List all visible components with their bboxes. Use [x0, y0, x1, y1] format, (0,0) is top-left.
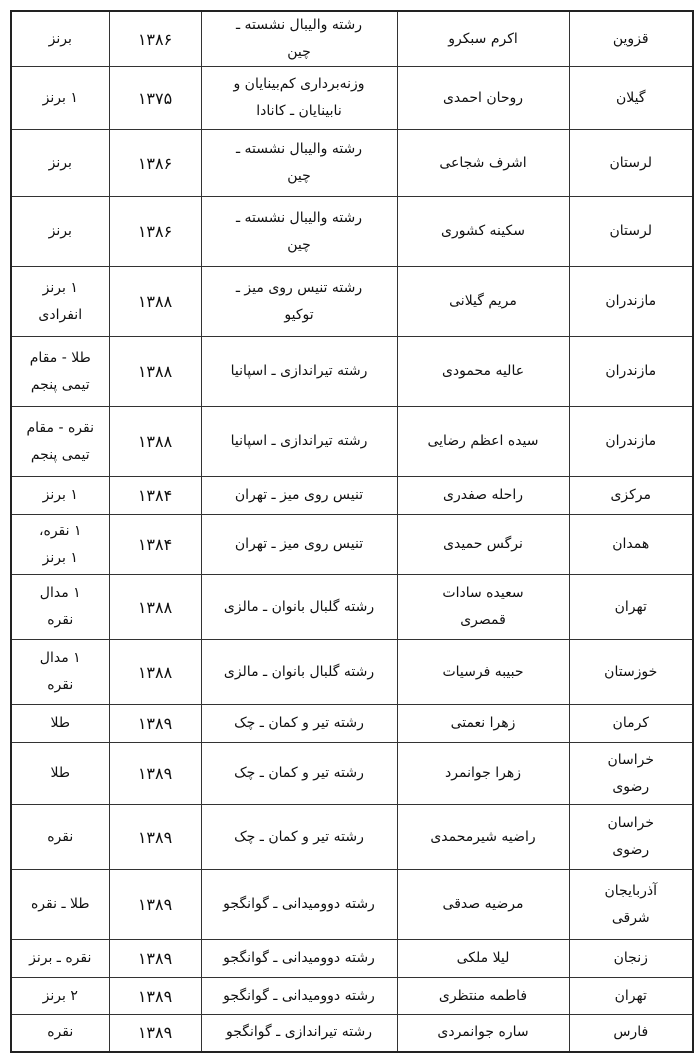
name-text: سکینه کشوری	[441, 223, 525, 239]
medal-text: برنز	[48, 223, 72, 239]
field-text: رشته تیر و کمان ـ چک	[234, 828, 364, 845]
name-text: سعیده سادات	[442, 585, 524, 601]
medal-text: ۱ برنز	[42, 279, 78, 296]
province-text: خراسان	[607, 815, 655, 831]
table-row	[11, 11, 693, 67]
year-text: ۱۳۸۹	[137, 949, 173, 968]
table-row	[11, 130, 693, 197]
year-text: ۱۳۸۸	[137, 362, 173, 381]
name-text: سیده اعظم رضایی	[427, 433, 539, 449]
name-cell	[397, 11, 569, 67]
medal-text: تیمی پنجم	[30, 446, 90, 463]
medal-cell	[11, 197, 109, 267]
medal-text: تیمی پنجم	[30, 376, 90, 393]
year-cell	[109, 640, 201, 705]
province-text: مرکزی	[610, 487, 652, 503]
table-row	[11, 805, 693, 870]
province-text: مازندران	[605, 433, 657, 449]
province-cell	[569, 267, 693, 337]
medal-cell	[11, 1015, 109, 1052]
medal-text: ۱ مدال	[39, 585, 81, 601]
field-text: چین	[287, 168, 311, 184]
name-cell	[397, 940, 569, 978]
name-cell	[397, 640, 569, 705]
year-cell	[109, 11, 201, 67]
year-text: ۱۳۸۸	[137, 662, 173, 682]
field-text: رشته والیبال نشسته ـ	[235, 17, 363, 33]
table-row	[11, 870, 693, 940]
year-text: ۱۳۸۹	[137, 764, 173, 783]
medal-cell	[11, 978, 109, 1015]
name-text: قمصری	[460, 612, 506, 628]
name-text: اکرم سبکرو	[448, 30, 518, 47]
year-text: ۱۳۸۸	[137, 597, 173, 617]
name-cell	[397, 477, 569, 515]
table-row	[11, 337, 693, 407]
year-cell	[109, 870, 201, 940]
field-cell	[201, 67, 397, 130]
field-cell	[201, 705, 397, 743]
table-row	[11, 197, 693, 267]
medal-text: ۱ برنز	[42, 487, 78, 503]
province-text: قزوین	[612, 30, 649, 47]
medal-cell	[11, 743, 109, 805]
field-cell	[201, 267, 397, 337]
name-text: حبیبه فرسیات	[442, 663, 524, 680]
year-text: ۱۳۸۹	[137, 827, 173, 847]
field-text: چین	[287, 236, 311, 253]
year-text: ۱۳۸۹	[137, 986, 173, 1006]
field-cell	[201, 477, 397, 515]
name-text: راحله صفدری	[443, 487, 523, 503]
medal-text: برنز	[48, 154, 72, 171]
name-text: عالیه محمودی	[441, 363, 525, 379]
name-cell	[397, 575, 569, 640]
year-cell	[109, 1015, 201, 1052]
table-row	[11, 67, 693, 130]
year-cell	[109, 705, 201, 743]
field-cell	[201, 337, 397, 407]
province-text: گیلان	[615, 89, 646, 106]
name-text: مریم گیلانی	[449, 293, 517, 309]
year-cell	[109, 197, 201, 267]
province-cell	[569, 575, 693, 640]
table-body	[11, 11, 693, 1052]
field-cell	[201, 870, 397, 940]
table-row	[11, 267, 693, 337]
province-text: آذربایجان	[604, 882, 658, 899]
province-cell	[569, 940, 693, 978]
table-row	[11, 705, 693, 743]
province-text: کرمان	[612, 715, 649, 731]
name-cell	[397, 978, 569, 1015]
province-text: مازندران	[605, 293, 657, 309]
table-row	[11, 575, 693, 640]
province-text: خراسان	[607, 751, 655, 768]
year-text: ۱۳۸۹	[137, 1023, 173, 1043]
medal-text: ۲ برنز	[42, 987, 78, 1004]
medal-cell	[11, 575, 109, 640]
year-text: ۱۳۸۶	[137, 153, 173, 173]
field-text: رشته تیر و کمان ـ چک	[234, 715, 364, 731]
table-row	[11, 743, 693, 805]
field-cell	[201, 515, 397, 575]
medal-text: طلا	[50, 715, 70, 731]
year-text: ۱۳۸۹	[137, 714, 173, 733]
year-text: ۱۳۸۴	[137, 486, 173, 505]
table-row	[11, 640, 693, 705]
medal-text: نقره	[47, 1024, 74, 1041]
province-cell	[569, 515, 693, 575]
year-text: ۱۳۸۶	[137, 222, 173, 241]
table-row	[11, 978, 693, 1015]
province-cell	[569, 1015, 693, 1052]
medal-text: نقره	[47, 677, 74, 693]
field-text: رشته تیر و کمان ـ چک	[234, 765, 364, 781]
medal-cell	[11, 67, 109, 130]
field-cell	[201, 130, 397, 197]
medal-cell	[11, 407, 109, 477]
name-text: زهرا جوانمرد	[445, 765, 521, 781]
medal-text: ۱ برنز	[42, 89, 78, 106]
province-text: شرقی	[611, 909, 650, 926]
province-text: فارس	[613, 1024, 649, 1041]
field-text: چین	[287, 44, 311, 60]
field-text: رشته دوومیدانی ـ گوانگجو	[223, 950, 375, 966]
medal-text: نقره - مقام	[26, 419, 94, 436]
field-text: توکیو	[284, 306, 314, 323]
province-cell	[569, 11, 693, 67]
province-cell	[569, 870, 693, 940]
year-cell	[109, 267, 201, 337]
name-cell	[397, 130, 569, 197]
medal-text: برنز	[48, 30, 72, 47]
name-text: لیلا ملکی	[456, 950, 510, 966]
table-row	[11, 940, 693, 978]
field-text: رشته دوومیدانی ـ گوانگجو	[223, 987, 375, 1004]
field-text: تنیس روی میز ـ تهران	[234, 536, 364, 552]
medal-text: انفرادی	[38, 306, 83, 323]
province-text: تهران	[614, 987, 647, 1004]
field-cell	[201, 743, 397, 805]
field-text: رشته گلبال بانوان ـ مالزی	[223, 663, 375, 680]
name-text: نرگس حمیدی	[443, 536, 523, 552]
name-cell	[397, 197, 569, 267]
field-text: وزنه‌برداری کم‌بینایان و	[233, 76, 365, 92]
name-cell	[397, 1015, 569, 1052]
medal-cell	[11, 267, 109, 337]
province-cell	[569, 805, 693, 870]
year-cell	[109, 130, 201, 197]
field-text: رشته والیبال نشسته ـ	[235, 209, 363, 226]
field-cell	[201, 1015, 397, 1052]
name-cell	[397, 407, 569, 477]
name-cell	[397, 515, 569, 575]
year-text: ۱۳۸۶	[137, 29, 173, 49]
province-cell	[569, 978, 693, 1015]
medal-cell	[11, 477, 109, 515]
field-cell	[201, 575, 397, 640]
province-cell	[569, 67, 693, 130]
province-text: لرستان	[609, 223, 652, 239]
province-text: مازندران	[605, 363, 657, 379]
field-cell	[201, 197, 397, 267]
field-text: نابینایان ـ کانادا	[256, 103, 342, 119]
name-cell	[397, 870, 569, 940]
medal-cell	[11, 870, 109, 940]
year-cell	[109, 743, 201, 805]
name-text: زهرا نعمتی	[450, 715, 516, 731]
province-cell	[569, 743, 693, 805]
province-text: لرستان	[609, 154, 652, 171]
year-cell	[109, 337, 201, 407]
province-cell	[569, 197, 693, 267]
year-text: ۱۳۸۸	[137, 292, 173, 311]
year-cell	[109, 407, 201, 477]
year-cell	[109, 940, 201, 978]
field-cell	[201, 805, 397, 870]
year-cell	[109, 978, 201, 1015]
table-row	[11, 477, 693, 515]
province-cell	[569, 477, 693, 515]
field-cell	[201, 407, 397, 477]
field-text: رشته گلبال بانوان ـ مالزی	[223, 598, 375, 615]
field-text: تنیس روی میز ـ تهران	[234, 487, 364, 503]
year-cell	[109, 575, 201, 640]
medal-text: ۱ نقره،	[38, 522, 82, 539]
field-text: رشته دوومیدانی ـ گوانگجو	[223, 896, 375, 912]
medal-cell	[11, 705, 109, 743]
medal-cell	[11, 940, 109, 978]
medal-text: نقره ـ برنز	[29, 950, 92, 966]
province-cell	[569, 640, 693, 705]
province-cell	[569, 407, 693, 477]
name-cell	[397, 337, 569, 407]
table-row	[11, 1015, 693, 1052]
field-text: رشته تیراندازی ـ گوانگجو	[226, 1024, 372, 1041]
year-cell	[109, 805, 201, 870]
name-text: راضیه شیرمحمدی	[430, 828, 536, 845]
province-cell	[569, 705, 693, 743]
medal-text: ۱ برنز	[42, 549, 78, 566]
name-text: اشرف شجاعی	[439, 154, 527, 171]
medal-cell	[11, 11, 109, 67]
province-text: خوزستان	[604, 663, 658, 680]
year-cell	[109, 67, 201, 130]
province-cell	[569, 130, 693, 197]
field-text: رشته والیبال نشسته ـ	[235, 141, 363, 157]
year-text: ۱۳۷۵	[137, 88, 173, 108]
province-text: همدان	[612, 536, 650, 552]
field-text: رشته تیراندازی ـ اسپانیا	[230, 433, 368, 449]
name-cell	[397, 705, 569, 743]
medal-text: ۱ مدال	[39, 650, 81, 666]
year-cell	[109, 515, 201, 575]
medal-cell	[11, 130, 109, 197]
field-text: رشته تیراندازی ـ اسپانیا	[230, 363, 368, 379]
medal-text: طلا	[50, 765, 70, 781]
medal-cell	[11, 805, 109, 870]
province-text: تهران	[614, 598, 647, 615]
year-text: ۱۳۸۹	[137, 895, 173, 914]
name-text: فاطمه منتظری	[438, 987, 528, 1004]
province-cell	[569, 337, 693, 407]
table-row	[11, 407, 693, 477]
year-text: ۱۳۸۴	[137, 535, 173, 554]
year-cell	[109, 477, 201, 515]
name-text: ساره جوانمردی	[437, 1024, 529, 1041]
name-cell	[397, 805, 569, 870]
province-text: رضوی	[612, 778, 650, 795]
province-text: رضوی	[612, 842, 650, 858]
field-text: رشته تنیس روی میز ـ	[235, 279, 363, 296]
name-text: روحان احمدی	[442, 89, 524, 106]
field-cell	[201, 11, 397, 67]
name-cell	[397, 743, 569, 805]
name-cell	[397, 267, 569, 337]
table-row	[11, 515, 693, 575]
medalists-table	[10, 10, 694, 1053]
province-text: زنجان	[613, 950, 648, 966]
name-text: مرضیه صدقی	[442, 896, 524, 912]
medal-text: نقره	[47, 828, 74, 845]
field-cell	[201, 978, 397, 1015]
name-cell	[397, 67, 569, 130]
field-cell	[201, 940, 397, 978]
year-text: ۱۳۸۸	[137, 432, 173, 451]
medal-text: طلا - مقام	[29, 349, 91, 366]
field-cell	[201, 640, 397, 705]
medal-cell	[11, 640, 109, 705]
medal-text: نقره	[47, 612, 74, 628]
medal-cell	[11, 515, 109, 575]
medal-text: طلا ـ نقره	[30, 896, 90, 912]
medal-cell	[11, 337, 109, 407]
